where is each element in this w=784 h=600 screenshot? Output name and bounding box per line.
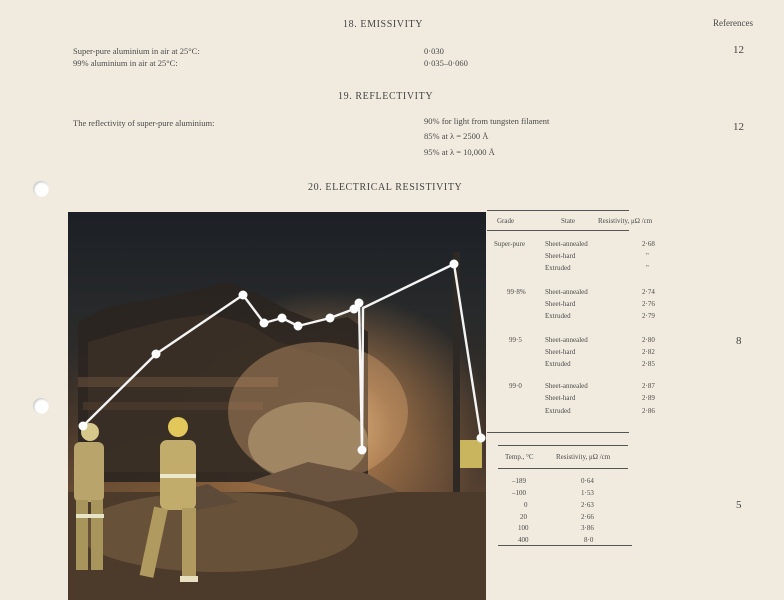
table2-bottom-rule <box>498 545 632 546</box>
table1-state: Extruded <box>545 407 571 415</box>
table1-value: 2·79 <box>642 312 655 320</box>
table1-bottom-rule <box>487 432 629 433</box>
table1-state: Sheet-hard <box>545 348 576 356</box>
emissivity-value-1: 0·030 <box>424 46 444 56</box>
table1-value: 2·86 <box>642 407 655 415</box>
table1-header-state: State <box>561 217 575 225</box>
table1-state: Sheet-hard <box>545 300 576 308</box>
table1-header-grade: Grade <box>497 217 515 225</box>
table1-value: 2·85 <box>642 360 655 368</box>
table1-value: " <box>646 252 649 260</box>
table2-temp: 20 <box>520 513 527 521</box>
table1-value: 2·68 <box>642 240 655 248</box>
reflectivity-value-1: 90% for light from tungsten filament <box>424 116 550 126</box>
binder-hole-top <box>33 181 49 197</box>
table1-value: 2·74 <box>642 288 655 296</box>
reflectivity-value-3: 95% at λ = 10,000 Å <box>424 147 495 157</box>
reflectivity-ref: 12 <box>733 121 744 133</box>
table1-state: Extruded <box>545 360 571 368</box>
emissivity-label-2: 99% aluminium in air at 25°C: <box>73 58 178 68</box>
table1-state: Extruded <box>545 312 571 320</box>
table2-value: 1·53 <box>581 489 594 497</box>
table1-grade: Super-pure <box>494 240 525 248</box>
table2-temp: 100 <box>518 524 529 532</box>
table1-value: 2·82 <box>642 348 655 356</box>
table2-value: 0·64 <box>581 477 594 485</box>
section-title-resistivity: 20. ELECTRICAL RESISTIVITY <box>308 182 463 193</box>
table1-state: Sheet-annealed <box>545 382 588 390</box>
fire-scene-photo <box>68 212 486 600</box>
table2-temp: 400 <box>518 536 529 544</box>
photo-illustration <box>68 212 486 600</box>
table1-state: Extruded <box>545 264 571 272</box>
table1-top-rule <box>487 210 629 211</box>
emissivity-label-1: Super-pure aluminium in air at 25°C: <box>73 46 200 56</box>
table1-header-resistivity: Resistivity, μΩ /cm <box>598 217 653 225</box>
reflectivity-label: The reflectivity of super-pure aluminium: <box>73 118 215 128</box>
table2-header-rule <box>498 468 628 469</box>
emissivity-value-2: 0·035–0·060 <box>424 58 468 68</box>
table2-header-temp: Temp., °C <box>505 453 534 461</box>
section-title-reflectivity: 19. REFLECTIVITY <box>338 91 434 102</box>
table2-value: 2·63 <box>581 501 594 509</box>
table1-state: Sheet-annealed <box>545 288 588 296</box>
table2-header-resistivity: Resistivity, μΩ /cm <box>556 453 611 461</box>
table1-value: 2·89 <box>642 394 655 402</box>
table1-grade: 99·5 <box>509 336 522 344</box>
reflectivity-value-2: 85% at λ = 2500 Å <box>424 131 489 141</box>
table1-grade: 99·8% <box>507 288 526 296</box>
table2-value: 2·66 <box>581 513 594 521</box>
emissivity-ref: 12 <box>733 44 744 56</box>
references-header: References <box>713 18 753 28</box>
table1-state: Sheet-hard <box>545 394 576 402</box>
table1-state: Sheet-annealed <box>545 240 588 248</box>
table2-temp: –100 <box>512 489 526 497</box>
table2-value: 3·86 <box>581 524 594 532</box>
table2-temp: 0 <box>524 501 528 509</box>
table1-state: Sheet-hard <box>545 252 576 260</box>
table1-value: 2·80 <box>642 336 655 344</box>
table1-value: 2·87 <box>642 382 655 390</box>
table2-top-rule <box>498 445 628 446</box>
section-title-emissivity: 18. EMISSIVITY <box>343 19 424 30</box>
binder-hole-bottom <box>33 398 49 414</box>
table2-temp: –189 <box>512 477 526 485</box>
table1-value: " <box>646 264 649 272</box>
table1-state: Sheet-annealed <box>545 336 588 344</box>
table1-value: 2·76 <box>642 300 655 308</box>
table1-ref: 8 <box>736 335 742 347</box>
table1-grade: 99·0 <box>509 382 522 390</box>
table1-header-rule <box>487 230 629 231</box>
table2-value: 8·0 <box>584 536 594 544</box>
table2-ref: 5 <box>736 499 742 511</box>
